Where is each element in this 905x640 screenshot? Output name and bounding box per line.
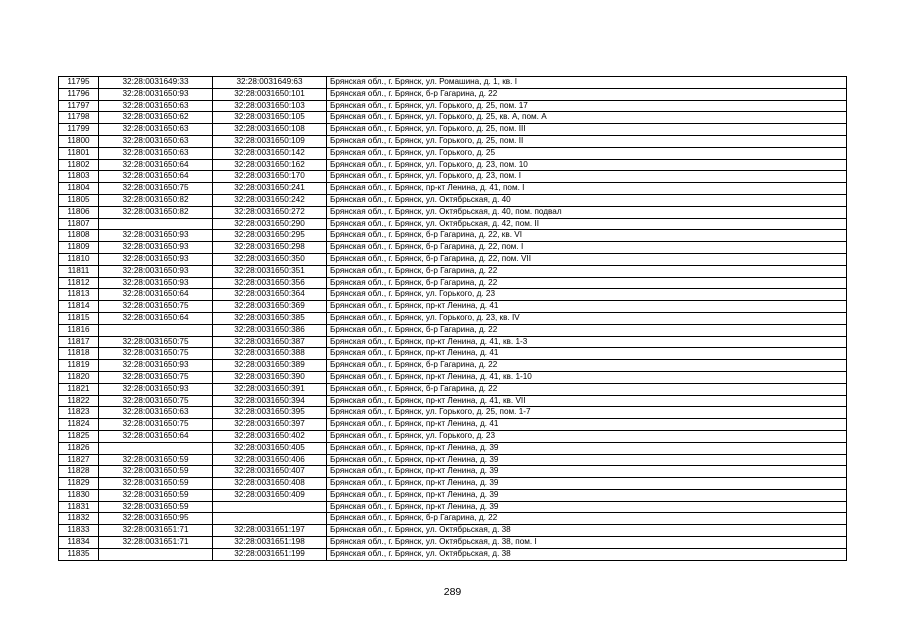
- quarter-cadastral-number-cell: 32:28:0031650:59: [99, 478, 213, 490]
- table-row: [59, 312, 847, 324]
- row-number-cell: 11832: [59, 513, 99, 525]
- row-number-cell: 11835: [59, 548, 99, 560]
- quarter-cadastral-number-cell: 32:28:0031650:63: [99, 135, 213, 147]
- cadastral-register-table: [58, 76, 847, 561]
- quarter-cadastral-number-cell: 32:28:0031650:64: [99, 312, 213, 324]
- address-cell: Брянская обл., г. Брянск, ул. Октябрьская, д. 38: [327, 548, 847, 560]
- quarter-cadastral-number-cell: 32:28:0031650:93: [99, 230, 213, 242]
- address-cell: Брянская обл., г. Брянск, ул. Октябрьская, д. 40: [327, 194, 847, 206]
- table-row: [59, 430, 847, 442]
- address-cell: Брянская обл., г. Брянск, ул. Ромашина, д. 1, кв. I: [327, 77, 847, 89]
- address-cell: Брянская обл., г. Брянск, б-р Гагарина, д. 22, пом. VII: [327, 253, 847, 265]
- object-cadastral-number-cell: 32:28:0031650:390: [213, 371, 327, 383]
- quarter-cadastral-number-cell: 32:28:0031650:59: [99, 489, 213, 501]
- address-cell: Брянская обл., г. Брянск, пр-кт Ленина, д. 39: [327, 489, 847, 501]
- table-row: [59, 100, 847, 112]
- address-cell: Брянская обл., г. Брянск, б-р Гагарина, д. 22: [327, 383, 847, 395]
- object-cadastral-number-cell: 32:28:0031650:351: [213, 265, 327, 277]
- table-row: [59, 147, 847, 159]
- row-number-cell: 11805: [59, 194, 99, 206]
- address-cell: Брянская обл., г. Брянск, ул. Октябрьская, д. 38: [327, 525, 847, 537]
- table-row: [59, 277, 847, 289]
- table-row: [59, 371, 847, 383]
- object-cadastral-number-cell: 32:28:0031650:242: [213, 194, 327, 206]
- quarter-cadastral-number-cell: 32:28:0031650:64: [99, 430, 213, 442]
- quarter-cadastral-number-cell: 32:28:0031651:71: [99, 525, 213, 537]
- object-cadastral-number-cell: 32:28:0031650:388: [213, 348, 327, 360]
- row-number-cell: 11801: [59, 147, 99, 159]
- row-number-cell: 11798: [59, 112, 99, 124]
- row-number-cell: 11814: [59, 301, 99, 313]
- table-row: [59, 135, 847, 147]
- row-number-cell: 11821: [59, 383, 99, 395]
- quarter-cadastral-number-cell: 32:28:0031650:62: [99, 112, 213, 124]
- row-number-cell: 11804: [59, 183, 99, 195]
- table-row: [59, 301, 847, 313]
- row-number-cell: 11831: [59, 501, 99, 513]
- object-cadastral-number-cell: 32:28:0031650:387: [213, 336, 327, 348]
- address-cell: Брянская обл., г. Брянск, б-р Гагарина, д. 22: [327, 265, 847, 277]
- quarter-cadastral-number-cell: 32:28:0031651:71: [99, 537, 213, 549]
- table-row: [59, 348, 847, 360]
- address-cell: Брянская обл., г. Брянск, пр-кт Ленина, д. 41, кв. 1-3: [327, 336, 847, 348]
- row-number-cell: 11808: [59, 230, 99, 242]
- row-number-cell: 11797: [59, 100, 99, 112]
- table-row: [59, 88, 847, 100]
- row-number-cell: 11818: [59, 348, 99, 360]
- address-cell: Брянская обл., г. Брянск, ул. Горького, д. 25, пом. II: [327, 135, 847, 147]
- row-number-cell: 11834: [59, 537, 99, 549]
- quarter-cadastral-number-cell: [99, 324, 213, 336]
- address-cell: Брянская обл., г. Брянск, пр-кт Ленина, д. 41: [327, 419, 847, 431]
- object-cadastral-number-cell: [213, 501, 327, 513]
- address-cell: Брянская обл., г. Брянск, ул. Октябрьская, д. 38, пом. I: [327, 537, 847, 549]
- address-cell: Брянская обл., г. Брянск, ул. Октябрьская, д. 40, пом. подвал: [327, 206, 847, 218]
- row-number-cell: 11827: [59, 454, 99, 466]
- address-cell: Брянская обл., г. Брянск, пр-кт Ленина, д. 39: [327, 501, 847, 513]
- object-cadastral-number-cell: 32:28:0031650:350: [213, 253, 327, 265]
- quarter-cadastral-number-cell: 32:28:0031649:33: [99, 77, 213, 89]
- quarter-cadastral-number-cell: 32:28:0031650:59: [99, 466, 213, 478]
- row-number-cell: 11796: [59, 88, 99, 100]
- quarter-cadastral-number-cell: 32:28:0031650:75: [99, 348, 213, 360]
- object-cadastral-number-cell: 32:28:0031650:394: [213, 395, 327, 407]
- object-cadastral-number-cell: 32:28:0031650:295: [213, 230, 327, 242]
- quarter-cadastral-number-cell: [99, 218, 213, 230]
- row-number-cell: 11811: [59, 265, 99, 277]
- quarter-cadastral-number-cell: 32:28:0031650:95: [99, 513, 213, 525]
- row-number-cell: 11802: [59, 159, 99, 171]
- page-number: 289: [443, 586, 462, 598]
- quarter-cadastral-number-cell: 32:28:0031650:93: [99, 383, 213, 395]
- object-cadastral-number-cell: 32:28:0031650:406: [213, 454, 327, 466]
- object-cadastral-number-cell: 32:28:0031650:298: [213, 242, 327, 254]
- quarter-cadastral-number-cell: 32:28:0031650:75: [99, 336, 213, 348]
- row-number-cell: 11800: [59, 135, 99, 147]
- row-number-cell: 11823: [59, 407, 99, 419]
- table-row: [59, 395, 847, 407]
- object-cadastral-number-cell: 32:28:0031650:162: [213, 159, 327, 171]
- row-number-cell: 11825: [59, 430, 99, 442]
- row-number-cell: 11799: [59, 124, 99, 136]
- row-number-cell: 11795: [59, 77, 99, 89]
- object-cadastral-number-cell: 32:28:0031650:272: [213, 206, 327, 218]
- quarter-cadastral-number-cell: 32:28:0031650:75: [99, 395, 213, 407]
- address-cell: Брянская обл., г. Брянск, ул. Горького, д. 23: [327, 430, 847, 442]
- table-row: [59, 324, 847, 336]
- quarter-cadastral-number-cell: 32:28:0031650:64: [99, 171, 213, 183]
- row-number-cell: 11807: [59, 218, 99, 230]
- object-cadastral-number-cell: 32:28:0031650:408: [213, 478, 327, 490]
- object-cadastral-number-cell: 32:28:0031651:197: [213, 525, 327, 537]
- table-row: [59, 407, 847, 419]
- address-cell: Брянская обл., г. Брянск, б-р Гагарина, д. 22, пом. I: [327, 242, 847, 254]
- address-cell: Брянская обл., г. Брянск, ул. Октябрьская, д. 42, пом. II: [327, 218, 847, 230]
- row-number-cell: 11815: [59, 312, 99, 324]
- table-row: [59, 478, 847, 490]
- row-number-cell: 11828: [59, 466, 99, 478]
- row-number-cell: 11813: [59, 289, 99, 301]
- object-cadastral-number-cell: 32:28:0031650:364: [213, 289, 327, 301]
- address-cell: Брянская обл., г. Брянск, ул. Горького, д. 23, кв. IV: [327, 312, 847, 324]
- table-row: [59, 124, 847, 136]
- address-cell: Брянская обл., г. Брянск, б-р Гагарина, д. 22: [327, 88, 847, 100]
- object-cadastral-number-cell: 32:28:0031650:386: [213, 324, 327, 336]
- table-row: [59, 537, 847, 549]
- object-cadastral-number-cell: 32:28:0031650:409: [213, 489, 327, 501]
- object-cadastral-number-cell: 32:28:0031649:63: [213, 77, 327, 89]
- register-table-body: [59, 77, 847, 561]
- table-row: [59, 171, 847, 183]
- address-cell: Брянская обл., г. Брянск, пр-кт Ленина, д. 41, кв. 1-10: [327, 371, 847, 383]
- table-row: [59, 206, 847, 218]
- quarter-cadastral-number-cell: 32:28:0031650:75: [99, 301, 213, 313]
- row-number-cell: 11830: [59, 489, 99, 501]
- table-row: [59, 159, 847, 171]
- table-row: [59, 230, 847, 242]
- object-cadastral-number-cell: 32:28:0031650:241: [213, 183, 327, 195]
- object-cadastral-number-cell: 32:28:0031650:385: [213, 312, 327, 324]
- object-cadastral-number-cell: 32:28:0031651:198: [213, 537, 327, 549]
- row-number-cell: 11806: [59, 206, 99, 218]
- address-cell: Брянская обл., г. Брянск, б-р Гагарина, д. 22: [327, 277, 847, 289]
- address-cell: Брянская обл., г. Брянск, б-р Гагарина, д. 22: [327, 360, 847, 372]
- table-row: [59, 77, 847, 89]
- quarter-cadastral-number-cell: 32:28:0031650:75: [99, 371, 213, 383]
- table-row: [59, 360, 847, 372]
- quarter-cadastral-number-cell: 32:28:0031650:75: [99, 419, 213, 431]
- row-number-cell: 11803: [59, 171, 99, 183]
- address-cell: Брянская обл., г. Брянск, ул. Горького, д. 25, кв. А, пом. А: [327, 112, 847, 124]
- address-cell: Брянская обл., г. Брянск, пр-кт Ленина, д. 41, кв. VII: [327, 395, 847, 407]
- address-cell: Брянская обл., г. Брянск, пр-кт Ленина, д. 39: [327, 454, 847, 466]
- quarter-cadastral-number-cell: 32:28:0031650:63: [99, 100, 213, 112]
- object-cadastral-number-cell: 32:28:0031650:407: [213, 466, 327, 478]
- address-cell: Брянская обл., г. Брянск, б-р Гагарина, д. 22, кв. VI: [327, 230, 847, 242]
- row-number-cell: 11829: [59, 478, 99, 490]
- table-row: [59, 501, 847, 513]
- quarter-cadastral-number-cell: 32:28:0031650:93: [99, 88, 213, 100]
- quarter-cadastral-number-cell: [99, 548, 213, 560]
- address-cell: Брянская обл., г. Брянск, пр-кт Ленина, д. 39: [327, 442, 847, 454]
- row-number-cell: 11810: [59, 253, 99, 265]
- address-cell: Брянская обл., г. Брянск, ул. Горького, д. 25, пом. 1-7: [327, 407, 847, 419]
- address-cell: Брянская обл., г. Брянск, пр-кт Ленина, д. 39: [327, 478, 847, 490]
- row-number-cell: 11812: [59, 277, 99, 289]
- table-row: [59, 218, 847, 230]
- table-row: [59, 289, 847, 301]
- quarter-cadastral-number-cell: 32:28:0031650:93: [99, 242, 213, 254]
- row-number-cell: 11824: [59, 419, 99, 431]
- quarter-cadastral-number-cell: 32:28:0031650:63: [99, 124, 213, 136]
- object-cadastral-number-cell: 32:28:0031650:356: [213, 277, 327, 289]
- table-row: [59, 548, 847, 560]
- row-number-cell: 11820: [59, 371, 99, 383]
- table-row: [59, 336, 847, 348]
- object-cadastral-number-cell: 32:28:0031650:108: [213, 124, 327, 136]
- quarter-cadastral-number-cell: 32:28:0031650:82: [99, 194, 213, 206]
- table-row: [59, 383, 847, 395]
- table-row: [59, 442, 847, 454]
- address-cell: Брянская обл., г. Брянск, ул. Горького, д. 25: [327, 147, 847, 159]
- address-cell: Брянская обл., г. Брянск, ул. Горького, д. 23, пом. 10: [327, 159, 847, 171]
- object-cadastral-number-cell: 32:28:0031650:369: [213, 301, 327, 313]
- quarter-cadastral-number-cell: 32:28:0031650:93: [99, 277, 213, 289]
- object-cadastral-number-cell: 32:28:0031650:290: [213, 218, 327, 230]
- object-cadastral-number-cell: 32:28:0031650:389: [213, 360, 327, 372]
- address-cell: Брянская обл., г. Брянск, пр-кт Ленина, д. 41: [327, 348, 847, 360]
- table-row: [59, 112, 847, 124]
- quarter-cadastral-number-cell: 32:28:0031650:64: [99, 289, 213, 301]
- quarter-cadastral-number-cell: 32:28:0031650:63: [99, 147, 213, 159]
- table-row: [59, 489, 847, 501]
- row-number-cell: 11816: [59, 324, 99, 336]
- object-cadastral-number-cell: 32:28:0031650:101: [213, 88, 327, 100]
- table-row: [59, 265, 847, 277]
- object-cadastral-number-cell: 32:28:0031650:170: [213, 171, 327, 183]
- object-cadastral-number-cell: 32:28:0031650:105: [213, 112, 327, 124]
- address-cell: Брянская обл., г. Брянск, ул. Горького, д. 25, пом. III: [327, 124, 847, 136]
- table-row: [59, 454, 847, 466]
- table-row: [59, 513, 847, 525]
- address-cell: Брянская обл., г. Брянск, ул. Горького, д. 23: [327, 289, 847, 301]
- table-row: [59, 183, 847, 195]
- quarter-cadastral-number-cell: 32:28:0031650:93: [99, 265, 213, 277]
- row-number-cell: 11833: [59, 525, 99, 537]
- object-cadastral-number-cell: 32:28:0031651:199: [213, 548, 327, 560]
- object-cadastral-number-cell: 32:28:0031650:103: [213, 100, 327, 112]
- object-cadastral-number-cell: 32:28:0031650:405: [213, 442, 327, 454]
- quarter-cadastral-number-cell: 32:28:0031650:75: [99, 183, 213, 195]
- address-cell: Брянская обл., г. Брянск, б-р Гагарина, д. 22: [327, 324, 847, 336]
- quarter-cadastral-number-cell: 32:28:0031650:59: [99, 501, 213, 513]
- row-number-cell: 11809: [59, 242, 99, 254]
- table-row: [59, 242, 847, 254]
- object-cadastral-number-cell: 32:28:0031650:109: [213, 135, 327, 147]
- quarter-cadastral-number-cell: 32:28:0031650:59: [99, 454, 213, 466]
- address-cell: Брянская обл., г. Брянск, ул. Горького, д. 25, пом. 17: [327, 100, 847, 112]
- table-row: [59, 253, 847, 265]
- address-cell: Брянская обл., г. Брянск, пр-кт Ленина, д. 41: [327, 301, 847, 313]
- object-cadastral-number-cell: [213, 513, 327, 525]
- address-cell: Брянская обл., г. Брянск, б-р Гагарина, д. 22: [327, 513, 847, 525]
- address-cell: Брянская обл., г. Брянск, пр-кт Ленина, д. 41, пом. I: [327, 183, 847, 195]
- row-number-cell: 11826: [59, 442, 99, 454]
- quarter-cadastral-number-cell: 32:28:0031650:93: [99, 253, 213, 265]
- object-cadastral-number-cell: 32:28:0031650:391: [213, 383, 327, 395]
- table-row: [59, 194, 847, 206]
- quarter-cadastral-number-cell: 32:28:0031650:63: [99, 407, 213, 419]
- quarter-cadastral-number-cell: 32:28:0031650:93: [99, 360, 213, 372]
- table-row: [59, 466, 847, 478]
- quarter-cadastral-number-cell: [99, 442, 213, 454]
- table-row: [59, 419, 847, 431]
- object-cadastral-number-cell: 32:28:0031650:397: [213, 419, 327, 431]
- object-cadastral-number-cell: 32:28:0031650:142: [213, 147, 327, 159]
- address-cell: Брянская обл., г. Брянск, пр-кт Ленина, д. 39: [327, 466, 847, 478]
- table-row: [59, 525, 847, 537]
- quarter-cadastral-number-cell: 32:28:0031650:64: [99, 159, 213, 171]
- object-cadastral-number-cell: 32:28:0031650:402: [213, 430, 327, 442]
- row-number-cell: 11817: [59, 336, 99, 348]
- object-cadastral-number-cell: 32:28:0031650:395: [213, 407, 327, 419]
- row-number-cell: 11822: [59, 395, 99, 407]
- quarter-cadastral-number-cell: 32:28:0031650:82: [99, 206, 213, 218]
- address-cell: Брянская обл., г. Брянск, ул. Горького, д. 23, пом. I: [327, 171, 847, 183]
- row-number-cell: 11819: [59, 360, 99, 372]
